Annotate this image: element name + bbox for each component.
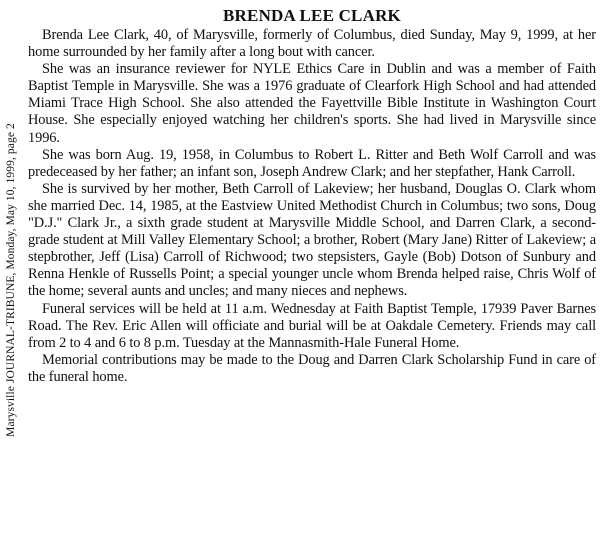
obituary-article	[28, 6, 596, 386]
headline: BRENDA LEE CLARK	[223, 6, 401, 25]
paragraph-birth: She was born Aug. 19, 1958, in Columbus to Robert L. Ritter and Beth Wolf Carroll and was predeceased by her father; an infant son, Joseph Andrew Clark; and her stepfather, Hank Carroll.	[28, 146, 596, 180]
paragraph-survivors: She is survived by her mother, Beth Carroll of Lakeview; her husband, Douglas O. Clark whom she married Dec. 14, 1985, at the Eastview United Methodist Church in Columbus; two sons, Doug "D.J." Clark Jr., a sixth grade student at Marysville Middle School, and Darren Clark, a second-grade student at Mill Valley Elementary School; a brother, Robert (Mary Jane) Ritter of Lakeview; a stepbrother, Jeff (Lisa) Carroll of Richwood; two stepsisters, Gayle (Bob) Dotson of Sunbury and Renna Henkle of Russells Point; a special younger uncle whom Brenda helped raise, Chris Wolf of the home; several aunts and uncles; and many nieces and nephews.	[28, 180, 596, 300]
paragraph-death-notice: Brenda Lee Clark, 40, of Marysville, formerly of Columbus, died Sunday, May 9, 1999, at her home surrounded by her family after a long bout with cancer.	[28, 27, 596, 61]
paragraph-services: Funeral services will be held at 11 a.m. Wednesday at Faith Baptist Temple, 17939 Paver Barnes Road. The Rev. Eric Allen will officiate and burial will be at Oakdale Cemetery. Friends may call from 2 to 4 and 6 to 8 p.m. Tuesday at the Mannasmith-Hale Funeral Home.	[28, 300, 596, 351]
side-caption	[2, 0, 20, 559]
paragraph-memorial: Memorial contributions may be made to the Doug and Darren Clark Scholarship Fund in care of the funeral home.	[28, 351, 596, 385]
publication-caption: Marysville JOURNAL-TRIBUNE, Monday, May 10, 1999, page 2	[5, 122, 17, 437]
paragraph-career: She was an insurance reviewer for NYLE Ethics Care in Dublin and was a member of Faith Baptist Temple in Marysville. She was a 1976 graduate of Clearfork High School and had attended Miami Trace High School. She also attended the Fayettville Bible Institute in Washington Court House. She especially enjoyed watching her children's sports. She had lived in Marysville since 1996.	[28, 61, 596, 146]
